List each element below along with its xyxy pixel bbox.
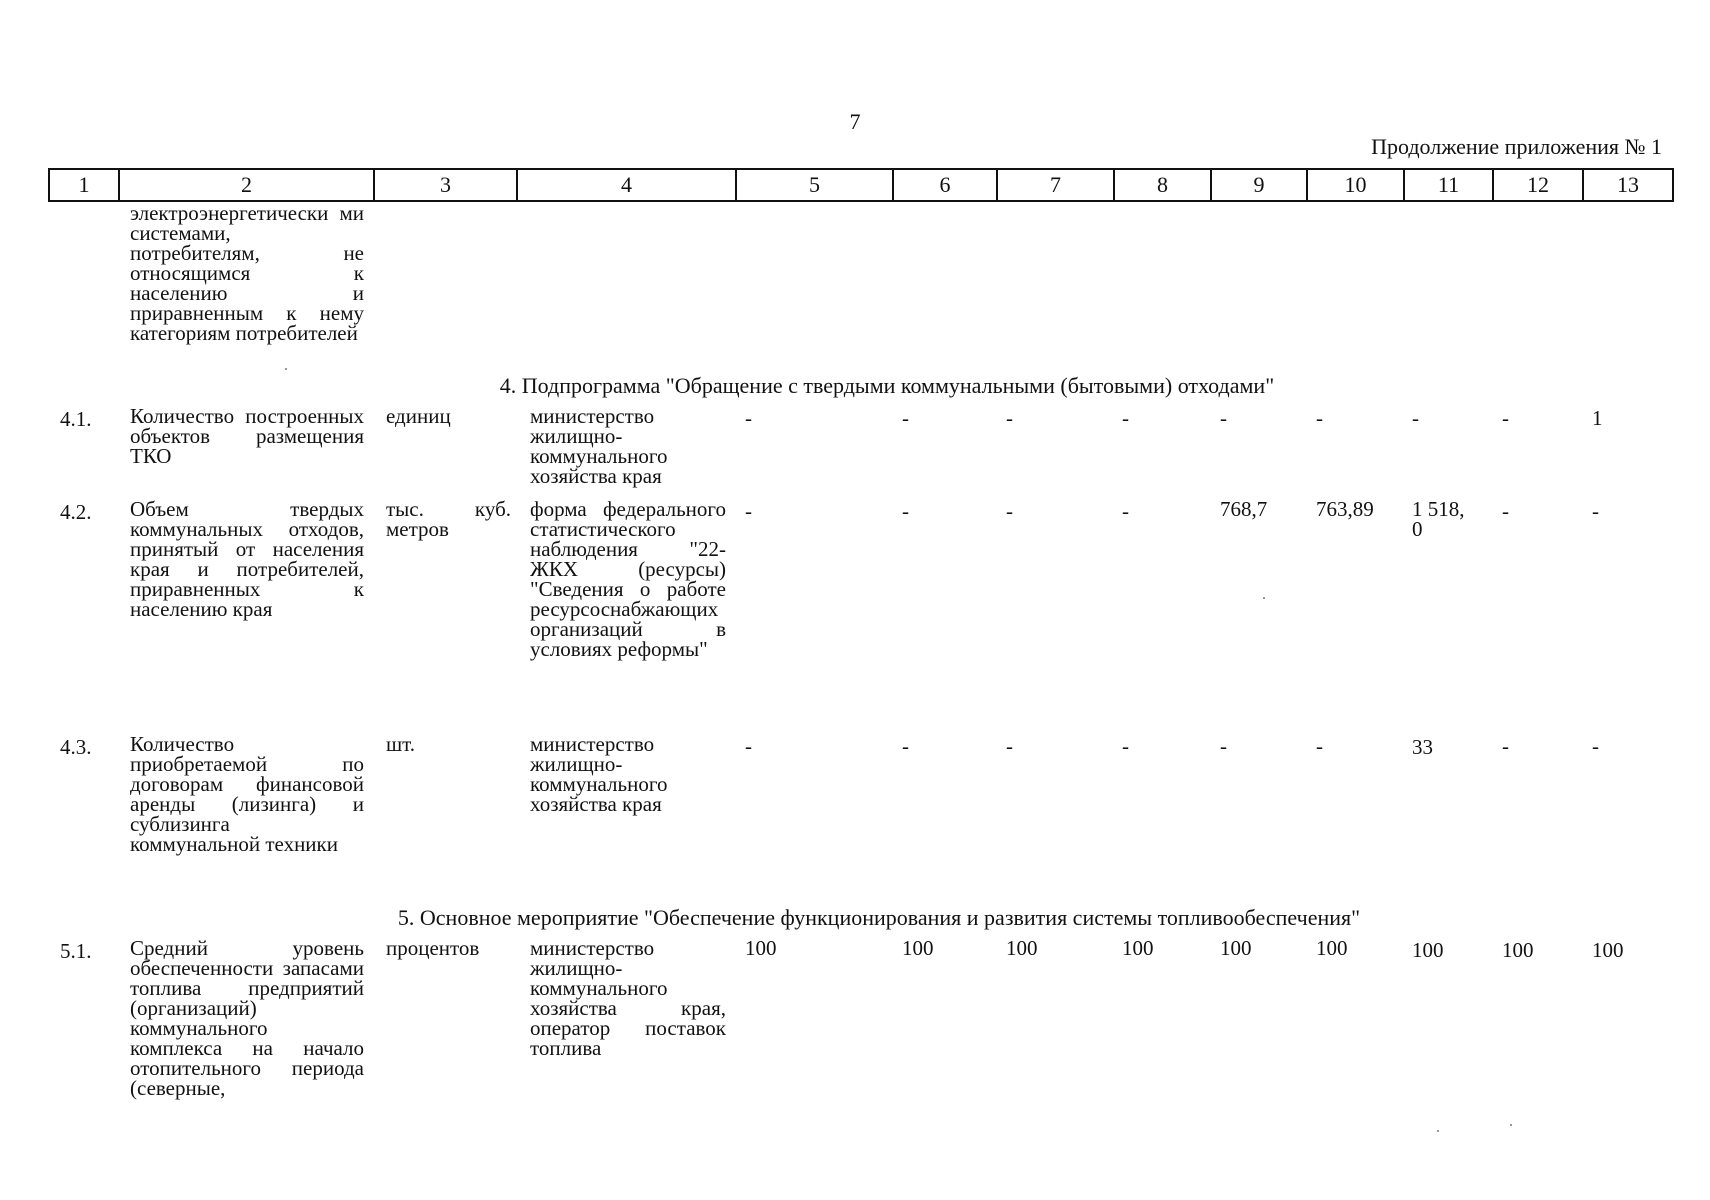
scan-speck [1510, 1124, 1512, 1126]
scan-speck [1437, 1130, 1439, 1132]
header-col-3: 3 [374, 169, 517, 201]
header-col-10: 10 [1307, 169, 1404, 201]
header-col-2: 2 [119, 169, 374, 201]
scan-speck [285, 368, 287, 370]
row-4-3-value-col8: - [1122, 734, 1129, 758]
row-4-2-value-col6: - [902, 499, 909, 523]
row-4-3-value-col5: - [745, 734, 752, 758]
row-5-1-unit: процентов [386, 936, 480, 960]
scan-speck [1263, 597, 1265, 599]
row-4-3-unit: шт. [386, 732, 416, 756]
header-col-11: 11 [1404, 169, 1493, 201]
row-5-1-value-col9: 100 [1220, 936, 1252, 960]
header-col-13: 13 [1583, 169, 1673, 201]
row-5-1-source: министерство жилищно-коммунального хозяйства края, оператор поставок топлива [530, 936, 726, 1060]
column-number-header [48, 168, 1674, 202]
row-4-1-unit: единиц [386, 404, 451, 428]
header-col-5: 5 [736, 169, 893, 201]
row-4-3-name: Количество приобретаемой по договорам финансовой аренды (лизинга) и сублизинга коммунальной техники [130, 732, 364, 856]
row-4-1-source: министерство жилищно-коммунального хозяйства края [530, 404, 668, 488]
page-number: 7 [849, 109, 861, 134]
row-5-1-value-col13: 100 [1592, 938, 1624, 962]
section-4-title: 4. Подпрограмма "Обращение с твердыми коммунальными (бытовыми) отходами" [499, 373, 1275, 398]
row-4-2-value-col8: - [1122, 499, 1129, 523]
row-4-3-value-col9: - [1220, 734, 1227, 758]
carryover-text: электроэнергетически ми системами, потребителям, не относящимся к населению и приравненным к нему категориям потребителей [130, 201, 364, 345]
row-4-1-value-col5: - [745, 406, 752, 430]
row-5-1-number: 5.1. [60, 939, 92, 963]
row-4-2-value-col12: - [1502, 499, 1509, 523]
row-4-1-value-col7: - [1006, 406, 1013, 430]
row-4-1-value-col11: - [1412, 406, 1419, 430]
row-5-1-value-col8: 100 [1122, 936, 1154, 960]
row-4-2-value-col5: - [745, 499, 752, 523]
row-4-2-value-col13: - [1592, 499, 1599, 523]
row-4-1-value-col10: - [1316, 406, 1323, 430]
header-col-6: 6 [893, 169, 997, 201]
row-4-2-value-col9: 768,7 [1220, 497, 1268, 521]
continuation-note: Продолжение приложения № 1 [1371, 134, 1662, 159]
row-4-1-number: 4.1. [60, 407, 92, 431]
row-5-1-name: Средний уровень обеспеченности запасами топлива предприятий (организаций) коммунального комплекса на начало отопительного периода (северные, [130, 936, 364, 1100]
header-col-4: 4 [517, 169, 736, 201]
row-4-3-value-col12: - [1502, 734, 1509, 758]
row-4-2-value-col11: 1 518, 0 [1412, 497, 1465, 541]
header-col-9: 9 [1211, 169, 1307, 201]
row-4-3-number: 4.3. [60, 735, 92, 759]
row-4-3-value-col13: - [1592, 734, 1599, 758]
row-4-1-value-col13: 1 [1592, 406, 1603, 430]
row-5-1-value-col12: 100 [1502, 938, 1534, 962]
row-4-3-value-col6: - [902, 734, 909, 758]
header-col-12: 12 [1493, 169, 1583, 201]
row-5-1-value-col11: 100 [1412, 938, 1444, 962]
row-4-3-source: министерство жилищно-коммунального хозяйства края [530, 732, 668, 816]
row-4-2-unit: тыс. куб. метров [386, 497, 511, 541]
row-5-1-value-col6: 100 [902, 936, 934, 960]
row-4-3-value-col10: - [1316, 734, 1323, 758]
header-col-8: 8 [1114, 169, 1211, 201]
row-4-3-value-col11: 33 [1412, 735, 1433, 759]
header-col-7: 7 [997, 169, 1114, 201]
row-5-1-value-col5: 100 [745, 936, 777, 960]
section-5-title: 5. Основное мероприятие "Обеспечение функционирования и развития системы топливообеспечения" [397, 905, 1361, 930]
row-4-1-value-col12: - [1502, 406, 1509, 430]
header-col-1: 1 [49, 169, 119, 201]
row-5-1-value-col7: 100 [1006, 936, 1038, 960]
row-5-1-value-col10: 100 [1316, 936, 1348, 960]
row-4-1-value-col8: - [1122, 406, 1129, 430]
row-4-2-value-col7: - [1006, 499, 1013, 523]
row-4-1-value-col9: - [1220, 406, 1227, 430]
row-4-1-name: Количество построенных объектов размещения ТКО [130, 404, 364, 468]
row-4-2-name: Объем твердых коммунальных отходов, принятый от населения края и потребителей, приравненных к населению края [130, 497, 364, 621]
row-4-3-value-col7: - [1006, 734, 1013, 758]
row-4-2-number: 4.2. [60, 500, 92, 524]
row-4-1-value-col6: - [902, 406, 909, 430]
row-4-2-source: форма федерального статистического наблюдения "22-ЖКХ (ресурсы) "Сведения о работе ресурсоснабжающих организаций в условиях реформы" [530, 497, 726, 661]
row-4-2-value-col10: 763,89 [1316, 497, 1374, 521]
